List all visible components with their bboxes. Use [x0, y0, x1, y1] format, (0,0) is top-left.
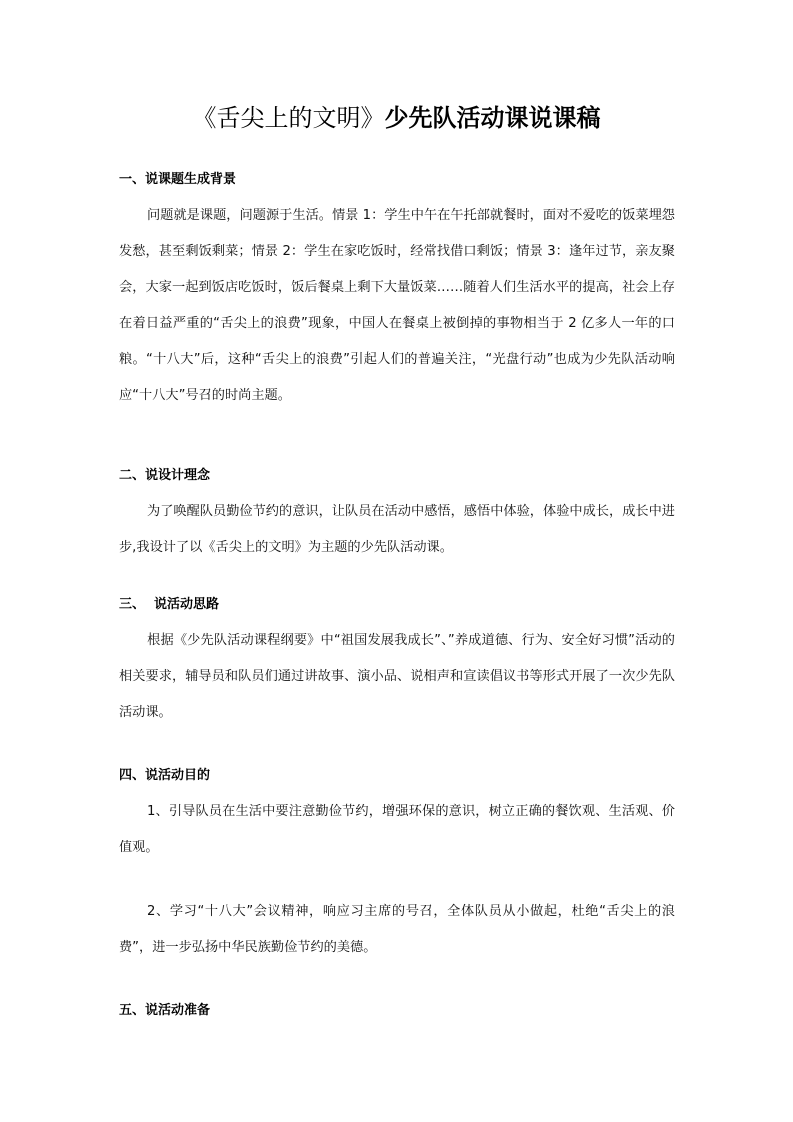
- title-lead: 《舌尖上的文明》: [192, 104, 385, 132]
- paragraph-design-concept: [119, 494, 675, 566]
- section-heading-activity-approach: 三、 说活动思路: [119, 597, 220, 612]
- paragraph-activity-approach: [119, 623, 675, 731]
- section-heading-activity-preparation: 五、说活动准备: [119, 1003, 211, 1018]
- section-heading-design-concept: 二、说设计理念: [119, 468, 211, 483]
- paragraph-goal-1: [119, 794, 675, 866]
- document-title: [0, 100, 793, 136]
- paragraph-text: 问题就是课题，问题源于生活。情景 1：学生中午在午托部就餐时，面对不爱吃的饭菜埋怨发愁，甚至剩饭剩菜；情景 2：学生在家吃饭时，经常找借口剩饭；情景 3：逢年过节，亲友聚会，大家一起到饭店吃饭时，饭后餐桌上剩下大量饭菜……随着人们生活水平的提高，社会上存在着日益严重的“舌尖上的浪费”现象，中国人在餐桌上被倒掉的事物相当于 2 亿多人一年的口粮。“十八大”后，这种“舌尖上的浪费”引起人们的普遍关注，“光盘行动”也成为少先队活动响应“十八大”号召的时尚主题。: [119, 208, 675, 403]
- title-rest: 少先队活动课说课稿: [384, 104, 601, 132]
- paragraph-text: 根据《少先队活动课程纲要》中“祖国发展我成长”、”养成道德、行为、安全好习惯”活动的相关要求，辅导员和队员们通过讲故事、演小品、说相声和宣读倡议书等形式开展了一次少先队活动课。: [119, 633, 675, 720]
- paragraph-background: [119, 198, 675, 414]
- paragraph-text: 2、学习“十八大”会议精神，响应习主席的号召，全体队员从小做起，杜绝“舌尖上的浪费”，进一步弘扬中华民族勤俭节约的美德。: [119, 904, 675, 955]
- paragraph-text: 1、引导队员在生活中要注意勤俭节约，增强环保的意识，树立正确的餐饮观、生活观、价值观。: [119, 804, 675, 855]
- paragraph-text: 为了唤醒队员勤俭节约的意识，让队员在活动中感悟，感悟中体验，体验中成长，成长中进步,我设计了以《舌尖上的文明》为主题的少先队活动课。: [119, 504, 675, 555]
- paragraph-goal-2: [119, 894, 675, 966]
- section-heading-background: 一、说课题生成背景: [119, 172, 237, 187]
- section-heading-activity-goals: 四、说活动目的: [119, 768, 211, 783]
